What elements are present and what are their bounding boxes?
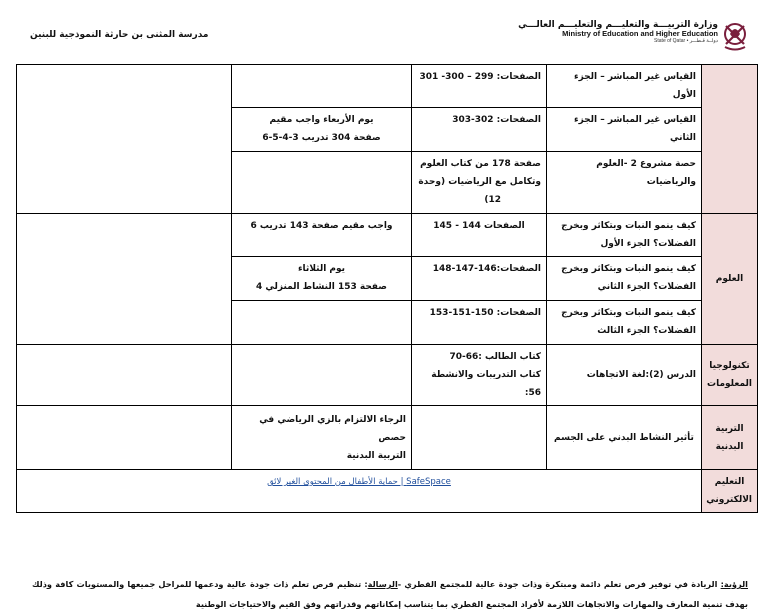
- homework-cell: [232, 152, 412, 214]
- lesson-cell: القياس غير المباشر – الجزء الأول: [547, 65, 702, 108]
- notes-cell: [17, 345, 232, 406]
- table-row: [17, 214, 758, 257]
- lesson-cell: كيف ينمو النبات وبتكاثر وبخرج الفضلات؟ الجزء الثاني: [547, 257, 702, 301]
- ministry-name-en: Ministry of Education and Higher Education: [562, 29, 718, 38]
- ministry-logo: [518, 20, 748, 52]
- table-row: [17, 406, 758, 470]
- notes-cell: [17, 65, 232, 214]
- elearning-link-cell: [17, 470, 702, 513]
- table-row: [17, 470, 758, 513]
- subject-cell-science: العلوم: [702, 214, 758, 345]
- vision-mission-footer: [32, 574, 748, 612]
- pages-cell: الصفحات 144 - 145: [412, 214, 547, 257]
- safespace-link[interactable]: SafeSpace | حماية الأطفال من المحتوى الغير لائق: [267, 477, 451, 487]
- table-row: [17, 345, 758, 406]
- homework-cell: [232, 65, 412, 108]
- ministry-name-ar: وزارة التربيـــة والتعليـــم والتعليـــم العالـــي: [518, 20, 718, 30]
- vision-label: الرؤية:: [720, 579, 748, 589]
- pages-cell: الصفحات: 150-151-153: [412, 301, 547, 345]
- ministry-subtitle: State of Qatar • دولــة قـطـــر: [654, 38, 718, 45]
- notes-cell: [17, 406, 232, 470]
- pages-cell: صفحة 178 من كتاب العلوم وتكامل مع الرياضيات (وحدة 12): [412, 152, 547, 214]
- pages-cell: [412, 406, 547, 470]
- vision-text: الريادة في توفير فرص تعلم دائمة ومبتكرة وذات جودة عالية للمجتمع القطري -: [397, 579, 721, 589]
- pages-cell: الصفحات:146-147-148: [412, 257, 547, 301]
- lesson-cell: الدرس (2):لغة الاتجاهات: [547, 345, 702, 406]
- mission-label: الرسالة: [367, 579, 398, 589]
- lesson-cell: كيف ينمو النبات وبتكاثر وبخرج الفضلات؟ الجزء الأول: [547, 214, 702, 257]
- lesson-cell: كيف ينمو النبات وبتكاثر وبخرج الفضلات؟ الجزء الثالث: [547, 301, 702, 345]
- pages-cell: الصفحات: 302-303: [412, 108, 547, 152]
- mission-text: : تنظيم فرص تعلم ذات جودة عالية ودعمها للمراحل جميعها والمستويات كافة وذلك بهدف تنمية المعارف والمهارات والاتجاهات اللازمة لأفراد المجتمع القطري بما يتناسب إمكاناتهم وقدراتهم وفق القيم والاحتياجات الوطنية: [32, 579, 748, 609]
- weekly-plan-table: [16, 64, 758, 513]
- homework-cell: يوم الأربعاء واجب مقيم صفحة 304 تدريب 3-4-5-6: [232, 108, 412, 152]
- subject-cell-ict: تكنولوجيا المعلومات: [702, 345, 758, 406]
- school-name: مدرسة المثنى بن حارثة النموذجية للبنين: [30, 30, 209, 40]
- table-row: [17, 65, 758, 108]
- qatar-emblem-icon: [722, 20, 748, 52]
- homework-cell: الرجاء الالتزام بالزي الرياضي في حصص التربية البدنية: [232, 406, 412, 470]
- homework-cell: [232, 301, 412, 345]
- pages-cell: الصفحات: 299 – 300- 301: [412, 65, 547, 108]
- lesson-cell: تأثير النشاط البدني على الجسم: [547, 406, 702, 470]
- subject-cell-elearning: التعليم الالكتروني: [702, 470, 758, 513]
- subject-cell-pe: التربية البدنية: [702, 406, 758, 470]
- notes-cell: [17, 214, 232, 345]
- pages-cell: كتاب الطالب :66-70 كتاب التدريبات والانشطة 56:: [412, 345, 547, 406]
- lesson-cell: حصة مشروع 2 -العلوم والرياضيات: [547, 152, 702, 214]
- homework-cell: يوم الثلاثاء صفحة 153 النشاط المنزلي 4: [232, 257, 412, 301]
- homework-cell: [232, 345, 412, 406]
- homework-cell: واجب مقيم صفحة 143 تدريب 6: [232, 214, 412, 257]
- lesson-cell: القياس غير المباشر – الجزء الثاني: [547, 108, 702, 152]
- subject-cell-math: [702, 65, 758, 214]
